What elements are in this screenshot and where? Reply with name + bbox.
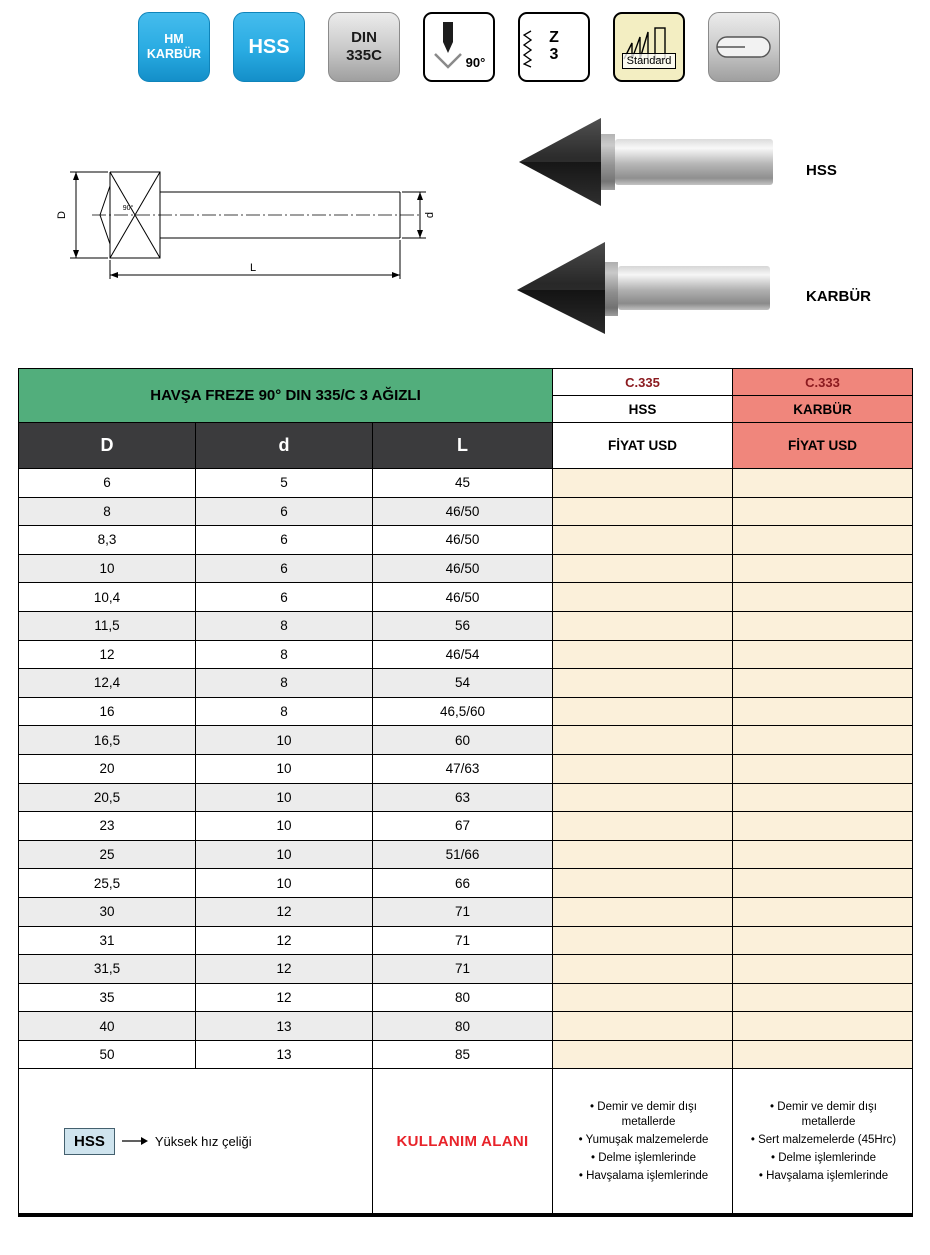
- dimension-cell: 63: [373, 783, 553, 812]
- shank-icon: [715, 32, 773, 62]
- dimension-cell: 80: [373, 983, 553, 1012]
- price-cell-hss: [553, 1040, 733, 1069]
- dimension-cell: 71: [373, 955, 553, 984]
- table-row: [19, 611, 913, 640]
- dimension-cell: 85: [373, 1040, 553, 1069]
- dimension-cell: 60: [373, 726, 553, 755]
- table-row: [19, 812, 913, 841]
- table-row: [19, 955, 913, 984]
- hss-description: Yüksek hız çeliği: [154, 1133, 252, 1149]
- dimension-cell: 12: [196, 955, 373, 984]
- usage-item: • Delme işlemlerinde: [563, 1151, 724, 1166]
- price-cell-karbur: [733, 497, 913, 526]
- product-photo-karbur: [505, 238, 790, 338]
- price-cell-karbur: [733, 697, 913, 726]
- dimension-cell: 20,5: [19, 783, 196, 812]
- dimension-cell: 56: [373, 611, 553, 640]
- table-row: [19, 554, 913, 583]
- price-cell-karbur: [733, 783, 913, 812]
- dimension-cell: 25: [19, 840, 196, 869]
- price-cell-hss: [553, 697, 733, 726]
- dimension-cell: 16: [19, 697, 196, 726]
- badge-standard: [613, 12, 685, 82]
- price-cell-karbur: [733, 812, 913, 841]
- dimension-cell: 35: [19, 983, 196, 1012]
- badge-label: HSS: [248, 35, 290, 58]
- dim-label-D: D: [56, 211, 68, 219]
- table-row: [19, 869, 913, 898]
- dimension-cell: 10: [196, 840, 373, 869]
- dimension-cell: 71: [373, 897, 553, 926]
- price-cell-hss: [553, 554, 733, 583]
- angle-label: 90°: [122, 205, 134, 212]
- dimension-cell: 6: [196, 583, 373, 612]
- usage-item: • Havşalama işlemlerinde: [563, 1169, 724, 1184]
- dimension-cell: 8,3: [19, 526, 196, 555]
- table-row: [19, 983, 913, 1012]
- dimension-cell: 6: [19, 469, 196, 498]
- price-cell-hss: [553, 897, 733, 926]
- price-cell-hss: [553, 983, 733, 1012]
- table-row: [19, 526, 913, 555]
- product-label-karbur: KARBÜR: [806, 288, 871, 305]
- table-row: [19, 640, 913, 669]
- price-cell-karbur: [733, 1012, 913, 1041]
- dimension-cell: 10,4: [19, 583, 196, 612]
- price-cell-karbur: [733, 469, 913, 498]
- badge-label: HM KARBÜR: [146, 32, 202, 61]
- usage-item: • Yumuşak malzemelerde: [563, 1133, 724, 1148]
- price-header-karbur: FİYAT USD: [733, 423, 913, 469]
- dimension-cell: 23: [19, 812, 196, 841]
- dimension-cell: 10: [196, 754, 373, 783]
- price-cell-hss: [553, 812, 733, 841]
- code-karbur: C.333: [733, 369, 913, 396]
- dimension-cell: 8: [19, 497, 196, 526]
- price-cell-hss: [553, 926, 733, 955]
- dimension-cell: 8: [196, 697, 373, 726]
- badge-sublabel: 3: [549, 46, 559, 63]
- price-cell-karbur: [733, 583, 913, 612]
- table-row: [19, 469, 913, 498]
- dimension-cell: 46/50: [373, 554, 553, 583]
- price-cell-hss: [553, 783, 733, 812]
- table-row: [19, 1040, 913, 1069]
- colname-hss: HSS: [553, 396, 733, 423]
- dimension-cell: 46,5/60: [373, 697, 553, 726]
- price-cell-karbur: [733, 726, 913, 755]
- table-row: [19, 726, 913, 755]
- dimension-cell: 47/63: [373, 754, 553, 783]
- price-cell-hss: [553, 469, 733, 498]
- price-cell-hss: [553, 869, 733, 898]
- dimension-cell: 10: [196, 783, 373, 812]
- usage-item: • Delme işlemlerinde: [743, 1151, 904, 1166]
- price-cell-karbur: [733, 869, 913, 898]
- usage-item: • Sert malzemelerde (45Hrc): [743, 1133, 904, 1148]
- header-L: L: [373, 423, 553, 469]
- price-cell-karbur: [733, 1040, 913, 1069]
- dimension-cell: 30: [19, 897, 196, 926]
- dimension-cell: 6: [196, 526, 373, 555]
- dimension-cell: 66: [373, 869, 553, 898]
- dimension-cell: 13: [196, 1040, 373, 1069]
- price-cell-hss: [553, 583, 733, 612]
- dimension-cell: 12: [19, 640, 196, 669]
- colname-karbur: KARBÜR: [733, 396, 913, 423]
- table-row: [19, 583, 913, 612]
- hss-legend: [19, 1128, 372, 1155]
- usage-item: • Demir ve demir dışı metallerde: [563, 1100, 724, 1130]
- product-label-hss: HSS: [806, 162, 837, 179]
- hss-legend-cell: [19, 1069, 373, 1215]
- price-cell-hss: [553, 640, 733, 669]
- price-cell-karbur: [733, 955, 913, 984]
- dimension-cell: 31: [19, 926, 196, 955]
- badge-label: DIN 335C: [346, 29, 382, 64]
- usage-hss-cell: [553, 1069, 733, 1215]
- zigzag-icon: [523, 30, 532, 68]
- spec-table: [18, 368, 913, 1217]
- table-row: [19, 697, 913, 726]
- price-cell-karbur: [733, 554, 913, 583]
- dimension-cell: 46/50: [373, 497, 553, 526]
- dimension-cell: 13: [196, 1012, 373, 1041]
- price-cell-hss: [553, 1012, 733, 1041]
- price-cell-hss: [553, 497, 733, 526]
- price-cell-hss: [553, 669, 733, 698]
- price-cell-karbur: [733, 926, 913, 955]
- price-cell-hss: [553, 754, 733, 783]
- table-row: [19, 926, 913, 955]
- dimension-cell: 12,4: [19, 669, 196, 698]
- dimension-cell: 10: [196, 726, 373, 755]
- dimension-cell: 10: [196, 812, 373, 841]
- dimension-cell: 67: [373, 812, 553, 841]
- dimension-cell: 8: [196, 669, 373, 698]
- dimension-cell: 16,5: [19, 726, 196, 755]
- arrow-right-icon: [122, 1136, 148, 1146]
- dimension-cell: 6: [196, 554, 373, 583]
- table-row: [19, 1012, 913, 1041]
- footer-row: [19, 1069, 913, 1215]
- dim-label-d: d: [424, 211, 436, 219]
- dimension-cell: 45: [373, 469, 553, 498]
- badge-shank: [708, 12, 780, 82]
- dimension-cell: 46/50: [373, 526, 553, 555]
- dimension-cell: 80: [373, 1012, 553, 1041]
- usage-item: • Demir ve demir dışı metallerde: [743, 1100, 904, 1130]
- badge-angle-90: [423, 12, 495, 82]
- dimension-cell: 46/54: [373, 640, 553, 669]
- price-cell-hss: [553, 955, 733, 984]
- price-header-hss: FİYAT USD: [553, 423, 733, 469]
- product-photo-hss: [505, 112, 790, 212]
- price-cell-karbur: [733, 754, 913, 783]
- table-row: [19, 754, 913, 783]
- price-cell-karbur: [733, 897, 913, 926]
- badge-hm-karbur: [138, 12, 210, 82]
- dimension-cell: 54: [373, 669, 553, 698]
- table-row: [19, 669, 913, 698]
- price-cell-karbur: [733, 983, 913, 1012]
- dimension-cell: 50: [19, 1040, 196, 1069]
- price-cell-karbur: [733, 669, 913, 698]
- dim-label-L: L: [249, 262, 257, 274]
- dimension-cell: 8: [196, 640, 373, 669]
- table-row: [19, 497, 913, 526]
- price-cell-karbur: [733, 840, 913, 869]
- dimension-cell: 12: [196, 926, 373, 955]
- header-d: d: [196, 423, 373, 469]
- usage-title: KULLANIM ALANI: [373, 1069, 553, 1215]
- price-cell-hss: [553, 611, 733, 640]
- technical-drawing: [48, 160, 443, 285]
- karbur-usage-list: [743, 1100, 904, 1184]
- dimension-table-body: [19, 469, 913, 1069]
- usage-item: • Havşalama işlemlerinde: [743, 1169, 904, 1184]
- price-cell-karbur: [733, 526, 913, 555]
- dimension-cell: 71: [373, 926, 553, 955]
- countersink-angle-icon: [433, 20, 463, 70]
- dimension-cell: 46/50: [373, 583, 553, 612]
- usage-karbur-cell: [733, 1069, 913, 1215]
- price-cell-hss: [553, 526, 733, 555]
- hss-material-badge: HSS: [64, 1128, 115, 1155]
- table-row: [19, 840, 913, 869]
- badge-din-335c: [328, 12, 400, 82]
- dimension-cell: 6: [196, 497, 373, 526]
- table-row: [19, 897, 913, 926]
- badge-label: Standard: [622, 53, 677, 69]
- feature-badges: [138, 12, 780, 82]
- price-cell-hss: [553, 726, 733, 755]
- dimension-cell: 8: [196, 611, 373, 640]
- price-cell-hss: [553, 840, 733, 869]
- badge-z3: [518, 12, 590, 82]
- dimension-cell: 25,5: [19, 869, 196, 898]
- badge-hss: [233, 12, 305, 82]
- dimension-cell: 5: [196, 469, 373, 498]
- dimension-cell: 10: [19, 554, 196, 583]
- dimension-cell: 12: [196, 897, 373, 926]
- table-title: HAVŞA FREZE 90° DIN 335/C 3 AĞIZLI: [19, 369, 553, 423]
- dimension-cell: 31,5: [19, 955, 196, 984]
- dimension-cell: 12: [196, 983, 373, 1012]
- dimension-cell: 10: [196, 869, 373, 898]
- code-hss: C.335: [553, 369, 733, 396]
- badge-label: Z: [549, 29, 559, 47]
- dimension-cell: 20: [19, 754, 196, 783]
- dimension-cell: 40: [19, 1012, 196, 1041]
- hss-usage-list: [563, 1100, 724, 1184]
- dimension-cell: 51/66: [373, 840, 553, 869]
- price-cell-karbur: [733, 640, 913, 669]
- badge-label: 90°: [465, 55, 486, 70]
- header-D: D: [19, 423, 196, 469]
- table-row: [19, 783, 913, 812]
- price-cell-karbur: [733, 611, 913, 640]
- dimension-cell: 11,5: [19, 611, 196, 640]
